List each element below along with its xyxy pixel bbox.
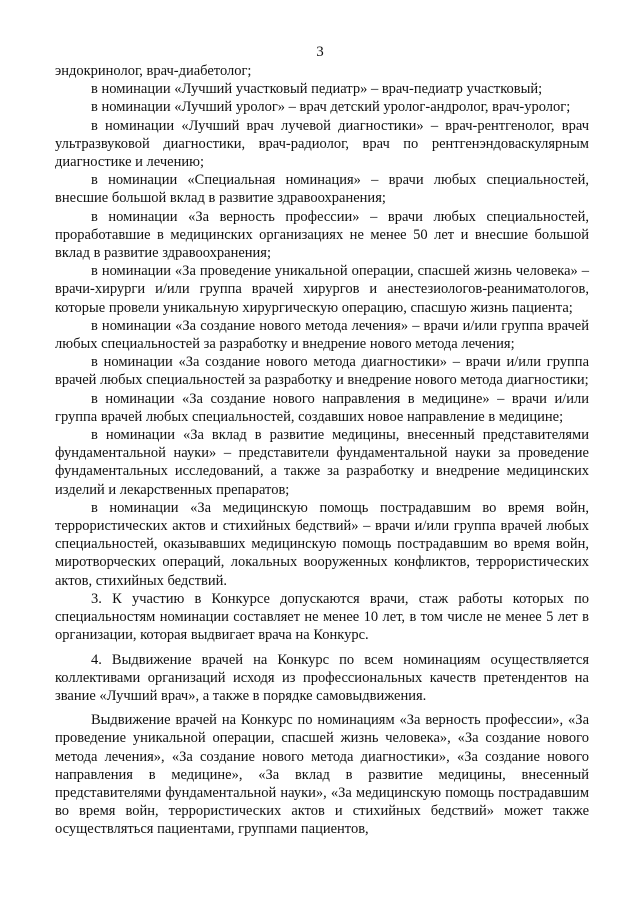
paragraph: в номинации «За верность профессии» – врачи любых специальностей, проработавшие в медицинских организациях не менее 50 лет и внесшие большой вклад в развитие здравоохранения; [55,208,589,262]
paragraph: в номинации «За создание нового направления в медицине» – врачи и/или группа врачей любых специальностей, создавших новое направление в медицине; [55,390,589,425]
paragraph: в номинации «За создание нового метода диагностики» – врачи и/или группа врачей любых специальностей за разработку и внедрение нового метода диагностики; [55,354,589,389]
paragraph: в номинации «Лучший участковый педиатр» – врач-педиатр участковый; [91,81,543,98]
paragraph: в номинации «Лучший врач лучевой диагностики» – врач-рентгенолог, врач ультразвуковой диагностики, врач-радиолог, врач по рентгенэндоваскулярным диагностике и лечению; [55,117,589,171]
paragraph: 3. К участию в Конкурсе допускаются врачи, стаж работы которых по специальностям номинации составляет не менее 10 лет, в том числе не менее 5 лет в организации, которая выдвигает врача на Конкурс. [55,590,589,644]
paragraph: в номинации «За вклад в развитие медицины, внесенный представителями фундаментальной науки» – представители фундаментальной науки за проведение фундаментальных исследований, а также за разработку и внедрение медицинских изделий и лекарственных препаратов; [55,427,589,498]
paragraph: в номинации «За медицинскую помощь пострадавшим во время войн, террористических актов и стихийных бедствий» – врачи и/или группа врачей любых специальностей, оказывавших медицинскую помощь пострадавшим во время войн, миротворческих операций, локальных вооруженных конфликтов, террористических актов, стихийных бедствий. [55,499,589,589]
paragraph: в номинации «За создание нового метода лечения» – врачи и/или группа врачей любых специальностей за разработку и внедрение нового метода лечения; [55,317,589,353]
page-number: 3 [316,44,324,60]
paragraph: эндокринолог, врач-диабетолог; [55,63,252,79]
paragraph: в номинации «За проведение уникальной операции, спасшей жизнь человека» – врачи-хирурги и/или группа врачей хирургов и анестезиологов-реаниматологов, которые провели уникальную хирургическую операцию, спасшую жизнь пациента; [55,263,589,316]
paragraph: Выдвижение врачей на Конкурс по номинациям «За верность профессии», «За проведение уникальной операции, спасшей жизнь человека», «За создание нового метода лечения», «За создание нового метода диагностики», «За создание нового направления в медицине», «За вклад в развитие медицины, внесенный представителями фундаментальной науки», «За медицинскую помощь пострадавшим во время войн, террористических актов и стихийных бедствий» может также осуществляться пациентами, группами пациентов, [55,712,589,838]
paragraph: 4. Выдвижение врачей на Конкурс по всем номинациям осуществляется коллективами организаций исходя из профессиональных качеств претендентов на звание «Лучший врач», а также в порядке самовыдвижения. [55,651,589,704]
paragraph: в номинации «Лучший уролог» – врач детский уролог-андролог, врач-уролог; [91,99,571,116]
paragraph: в номинации «Специальная номинация» – врачи любых специальностей, внесшие большой вклад в развитие здравоохранения; [55,172,589,207]
document-body [55,62,589,839]
